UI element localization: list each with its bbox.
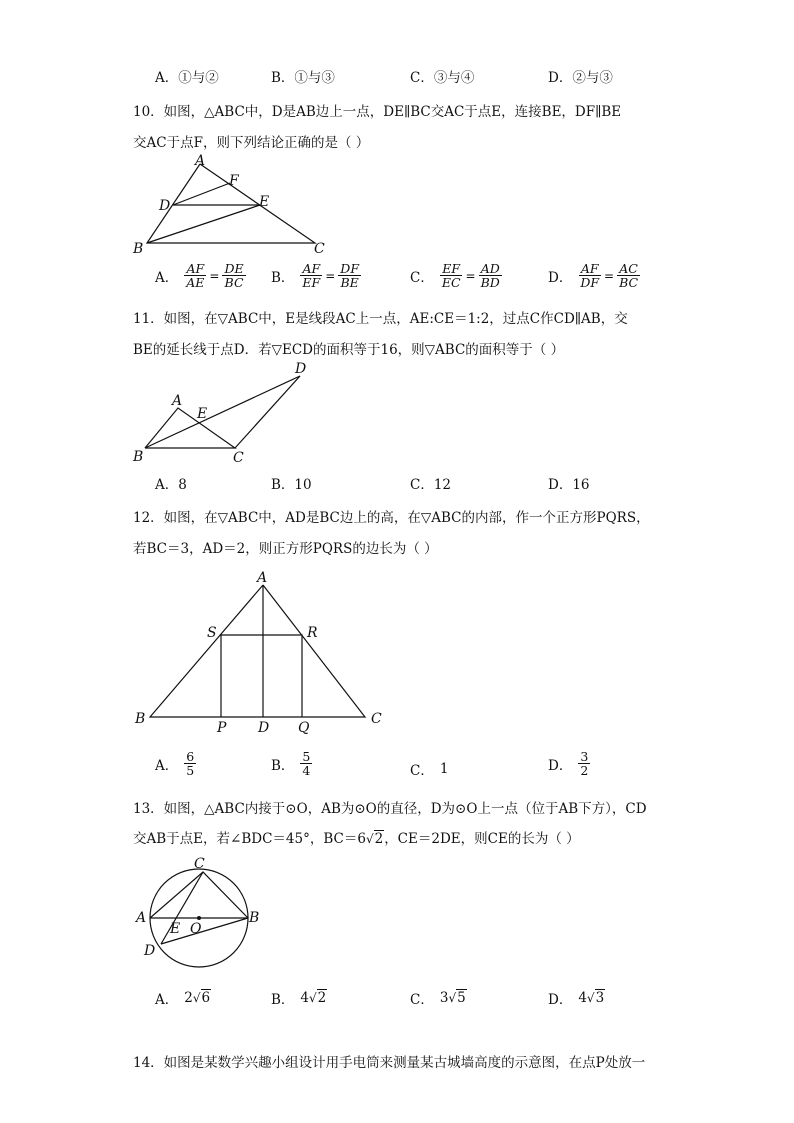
q11-label-a: A — [172, 393, 183, 409]
q11-label-c: C — [233, 450, 244, 466]
frac-den: BE — [340, 275, 359, 291]
frac-num: 3 — [580, 749, 589, 764]
q13-text-line2: 交AB于点E，若∠BDC＝45°，BC＝6√2，CE＝2DE，则CE的长为（ ） — [133, 831, 580, 847]
q10-label-e: E — [259, 194, 270, 210]
q10-label-c: C — [314, 241, 325, 257]
frac-den: AE — [186, 275, 205, 291]
q13-label-e: E — [170, 921, 181, 937]
frac-num: AD — [480, 261, 500, 276]
frac-num: AC — [619, 261, 638, 276]
q13-radicand: 5 — [457, 990, 466, 1006]
q10-option-c — [410, 262, 502, 289]
q10-label-b: B — [133, 241, 144, 257]
q10-figure — [125, 150, 345, 262]
q13-label-o: O — [190, 921, 202, 937]
q13-option-b: B． 4√2 — [271, 990, 327, 1008]
q12-text-line1: 12．如图，在▽ABC中，AD是BC边上的高，在▽ABC的内部，作一个正方形PQRS， — [133, 510, 650, 526]
q9-option-a: A．①与② — [155, 70, 219, 86]
q12-label-r: R — [307, 625, 318, 641]
q12-label-c: C — [371, 711, 382, 727]
q12-triangle-abc — [150, 585, 365, 717]
q11-label-b: B — [133, 449, 144, 465]
q12-option-b — [271, 750, 312, 777]
q10-text-line1: 10．如图，△ABC中，D是AB边上一点，DE∥BC交AC于点E，连接BE，DF∥BE — [133, 104, 622, 120]
frac-num: AF — [186, 261, 205, 276]
q13-text-line1: 13．如图，△ABC内接于⊙O，AB为⊙O的直径，D为⊙O上一点（位于AB下方），CD — [133, 801, 647, 817]
q10-option-d — [548, 262, 640, 289]
q10-label-a: A — [195, 153, 206, 169]
q11-option-c: C．12 — [410, 477, 452, 493]
q11-text-line1: 11．如图，在▽ABC中，E是线段AC上一点，AE:CE＝1:2，过点C作CD∥AB，交 — [133, 311, 628, 327]
q12-label-d: D — [258, 720, 270, 736]
q13-option-d: D． 4√3 — [548, 990, 605, 1008]
q12-option-c — [410, 759, 448, 779]
equals-sign: = — [604, 268, 615, 283]
frac-den: BC — [224, 275, 244, 291]
q12-label-a: A — [257, 570, 268, 586]
equals-sign: = — [465, 268, 476, 283]
q11-option-d: D．16 — [548, 477, 590, 493]
q12-label-q: Q — [298, 720, 310, 736]
q12-label-s: S — [207, 625, 217, 641]
q12-option-c-letter: C． — [410, 763, 434, 779]
q10-option-a-letter: A． — [155, 269, 179, 286]
q9-option-d: D．②与③ — [548, 70, 613, 86]
q13-label-d: D — [144, 943, 156, 959]
frac-den: BD — [480, 275, 500, 291]
equals-sign: = — [325, 268, 336, 283]
q13-radicand: 6 — [201, 990, 211, 1006]
q13-option-c-letter: C． — [410, 992, 434, 1008]
q12-option-b-letter: B． — [271, 757, 295, 774]
q11-option-b: B．10 — [271, 477, 312, 493]
q12-label-b: B — [135, 711, 146, 727]
q12-figure — [125, 565, 395, 740]
q10-option-a — [155, 262, 246, 289]
frac-num: EF — [442, 261, 461, 276]
q12-label-p: P — [217, 720, 227, 736]
q9-option-b: B．①与③ — [271, 70, 335, 86]
q10-label-f: F — [229, 173, 239, 189]
q10-option-b-letter: B． — [271, 269, 295, 286]
q13-label-c: C — [194, 856, 205, 872]
frac-num: AF — [302, 261, 321, 276]
q13-sqrt-value: 2 — [374, 831, 384, 847]
q13-label-a: A — [136, 910, 147, 926]
q13-coef: 4 — [578, 990, 587, 1006]
q12-square-pqrs — [221, 635, 302, 717]
frac-den: DF — [580, 275, 600, 291]
q13-radicand: 2 — [317, 990, 327, 1006]
q10-option-d-letter: D． — [548, 269, 573, 286]
q13-option-a: A． 2√6 — [155, 990, 211, 1008]
q10-option-c-letter: C． — [410, 269, 434, 286]
equals-sign: = — [209, 268, 220, 283]
q11-label-e: E — [197, 406, 208, 422]
q12-option-d — [548, 750, 590, 777]
frac-den: EF — [302, 275, 321, 291]
q12-text-line2: 若BC＝3，AD＝2，则正方形PQRS的边长为（ ） — [133, 541, 438, 557]
q14-text-line1: 14．如图是某数学兴趣小组设计用手电筒来测量某古城墙高度的示意图，在点P处放一 — [133, 1055, 646, 1071]
frac-num: DE — [224, 261, 244, 276]
q13-coef: 3 — [439, 990, 449, 1006]
frac-den: BC — [619, 275, 639, 291]
q13-coef: 2 — [184, 990, 193, 1006]
q11-option-a: A．8 — [155, 477, 187, 493]
q10-label-d: D — [159, 198, 171, 214]
q11-figure — [125, 358, 325, 470]
q13-text-line2-part2: ，CE＝2DE，则CE的长为（ ） — [384, 831, 580, 847]
q13-radicand: 3 — [595, 990, 605, 1006]
q11-text-line2: BE的延长线于点D．若▽ECD的面积等于16，则▽ABC的面积等于（ ） — [133, 342, 565, 358]
q12-option-d-letter: D． — [548, 757, 573, 774]
q9-option-c: C．③与④ — [410, 70, 475, 86]
q12-option-a — [155, 750, 196, 777]
frac-num: 5 — [302, 749, 311, 764]
q13-label-b: B — [249, 910, 260, 926]
q13-text-line2-part1: 交AB于点E，若∠BDC＝45°，BC＝6 — [133, 831, 366, 847]
q13-option-a-letter: A． — [155, 992, 179, 1008]
frac-num: 6 — [186, 749, 195, 764]
q13-figure — [130, 852, 265, 972]
q11-label-d: D — [295, 361, 307, 377]
frac-den: 2 — [580, 763, 589, 779]
frac-den: 5 — [186, 763, 195, 779]
q11-segment-cd — [235, 376, 300, 448]
q13-coef: 4 — [300, 990, 310, 1006]
q13-option-b-letter: B． — [271, 992, 295, 1008]
frac-num: AF — [580, 261, 599, 276]
q13-center-dot — [197, 916, 201, 920]
q13-option-d-letter: D． — [548, 992, 573, 1008]
q13-option-c: C． 3√5 — [410, 990, 466, 1008]
frac-num: DF — [340, 261, 359, 276]
q11-segment-bd — [145, 376, 300, 448]
q10-text-line2: 交AC于点F，则下列结论正确的是（ ） — [133, 135, 370, 151]
q12-option-c-value: 1 — [439, 761, 449, 777]
q10-segment-df — [173, 183, 230, 205]
frac-den: EC — [441, 275, 461, 291]
q10-option-b — [271, 262, 361, 289]
frac-den: 4 — [302, 763, 311, 779]
q12-option-a-letter: A． — [155, 757, 179, 774]
